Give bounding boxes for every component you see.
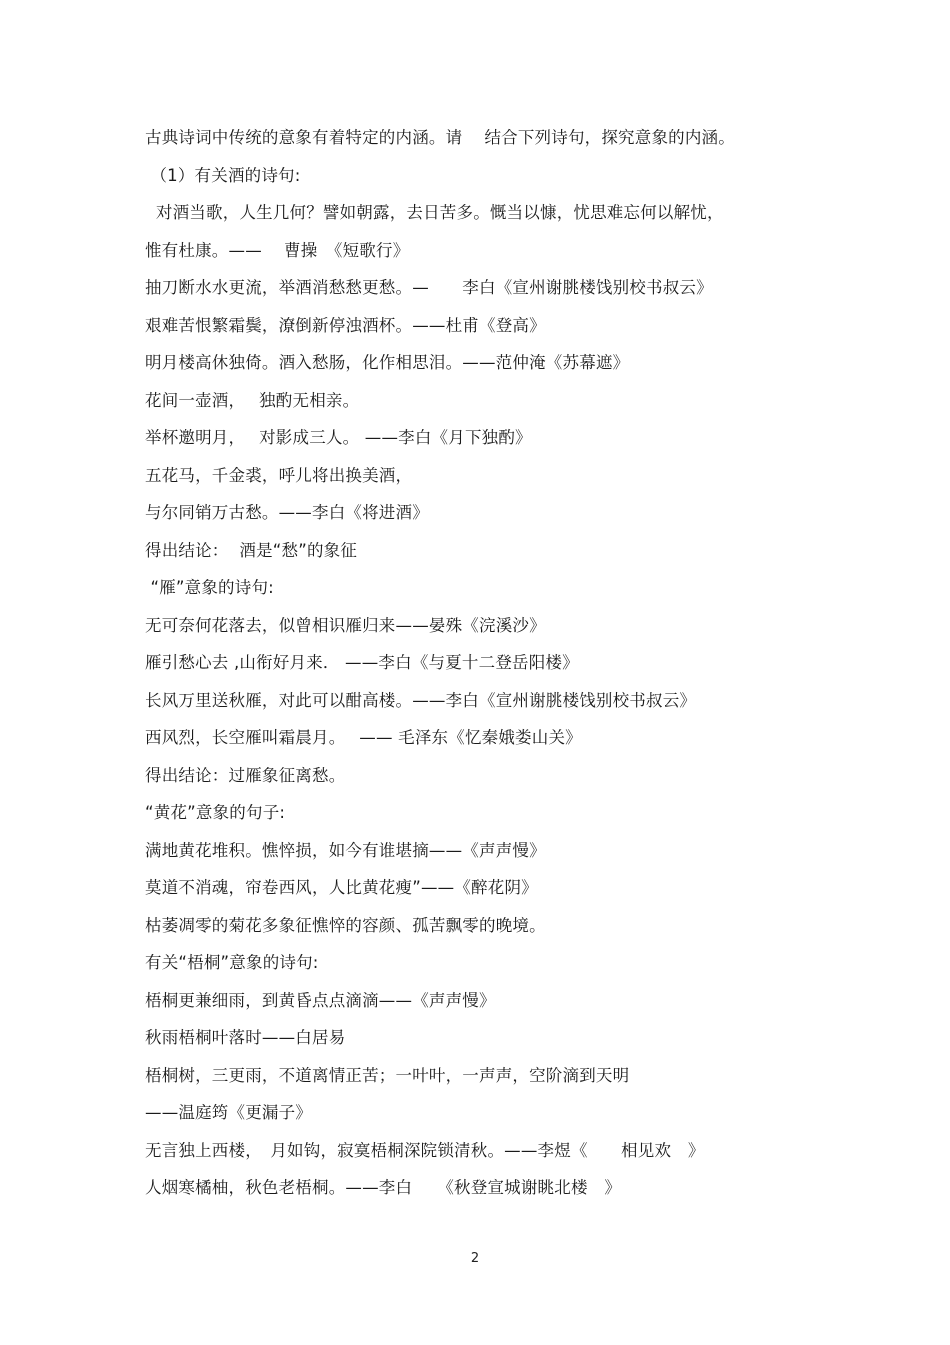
text-line: （1）有关酒的诗句:: [145, 165, 301, 185]
text-line: 花间一壶酒， 独酌无相亲。: [145, 390, 360, 410]
text-line: 有关“梧桐”意象的诗句:: [145, 953, 319, 972]
text-line: 枯萎凋零的菊花多象征憔悴的容颜、孤苦飘零的晚境。: [145, 915, 546, 935]
text-line: 满地黄花堆积。憔悴损，如今有谁堪摘——《声声慢》: [145, 840, 546, 860]
document-body: [145, 119, 825, 1207]
page-number: 2: [470, 1251, 480, 1266]
text-line: 梧桐树，三更雨，不道离情正苦；一叶叶，一声声，空阶滴到天明: [145, 1065, 630, 1085]
text-line: 与尔同销万古愁。——李白《将进酒》: [145, 503, 429, 522]
text-line: 梧桐更兼细雨，到黄昏点点滴滴——《声声慢》: [145, 990, 496, 1010]
text-line: 雁引愁心去 ,山衔好月来． ——李白《与夏十二登岳阳楼》: [145, 653, 579, 672]
text-line: “雁”意象的诗句:: [145, 578, 274, 597]
text-line: 长风万里送秋雁，对此可以酣高楼。——李白《宣州谢朓楼饯别校书叔云》: [145, 690, 697, 710]
text-line: 古典诗词中传统的意象有着特定的内涵。请 结合下列诗句，探究意象的内涵。: [145, 128, 735, 147]
text-line: 对酒当歌，人生几何？譬如朝露，去日苦多。慨当以慷，忧思难忘何以解忧，: [145, 203, 724, 222]
text-line: 惟有杜康。—— 曹操 《短歌行》: [145, 240, 410, 260]
text-line: 西风烈，长空雁叫霜晨月。 —— 毛泽东《忆秦娥娄山关》: [145, 728, 582, 747]
text-line: 明月楼高休独倚。酒入愁肠，化作相思泪。——范仲淹《苏幕遮》: [145, 353, 630, 372]
text-line: ——温庭筠《更漏子》: [145, 1103, 312, 1122]
text-line: 得出结论：过雁象征离愁。: [145, 765, 346, 785]
text-line: 人烟寒橘柚，秋色老梧桐。——李白 《秋登宣城谢眺北楼 》: [145, 1178, 622, 1197]
text-line: 艰难苦恨繁霜鬓，潦倒新停浊酒杯。——杜甫《登高》: [145, 315, 546, 335]
text-line: 莫道不消魂，帘卷西风，人比黄花瘦”——《醉花阴》: [145, 878, 538, 897]
text-line: 五花马，千金裘，呼儿将出换美酒，: [145, 465, 413, 485]
text-line: 无言独上西楼， 月如钩，寂寞梧桐深院锁清秋。——李煜《 相见欢 》: [145, 1140, 705, 1160]
text-line: 得出结论： 酒是“愁”的象征: [145, 540, 358, 560]
text-line: 举杯邀明月， 对影成三人。 ——李白《月下独酌》: [145, 428, 532, 447]
text-line: 无可奈何花落去，似曾相识雁归来——晏殊《浣溪沙》: [145, 615, 546, 635]
text-line: 秋雨梧桐叶落时——白居易: [145, 1028, 346, 1047]
text-line: “黄花”意象的句子:: [145, 803, 286, 822]
text-line: 抽刀断水水更流，举酒消愁愁更愁。— 李白《宣州谢朓楼饯别校书叔云》: [145, 278, 713, 297]
